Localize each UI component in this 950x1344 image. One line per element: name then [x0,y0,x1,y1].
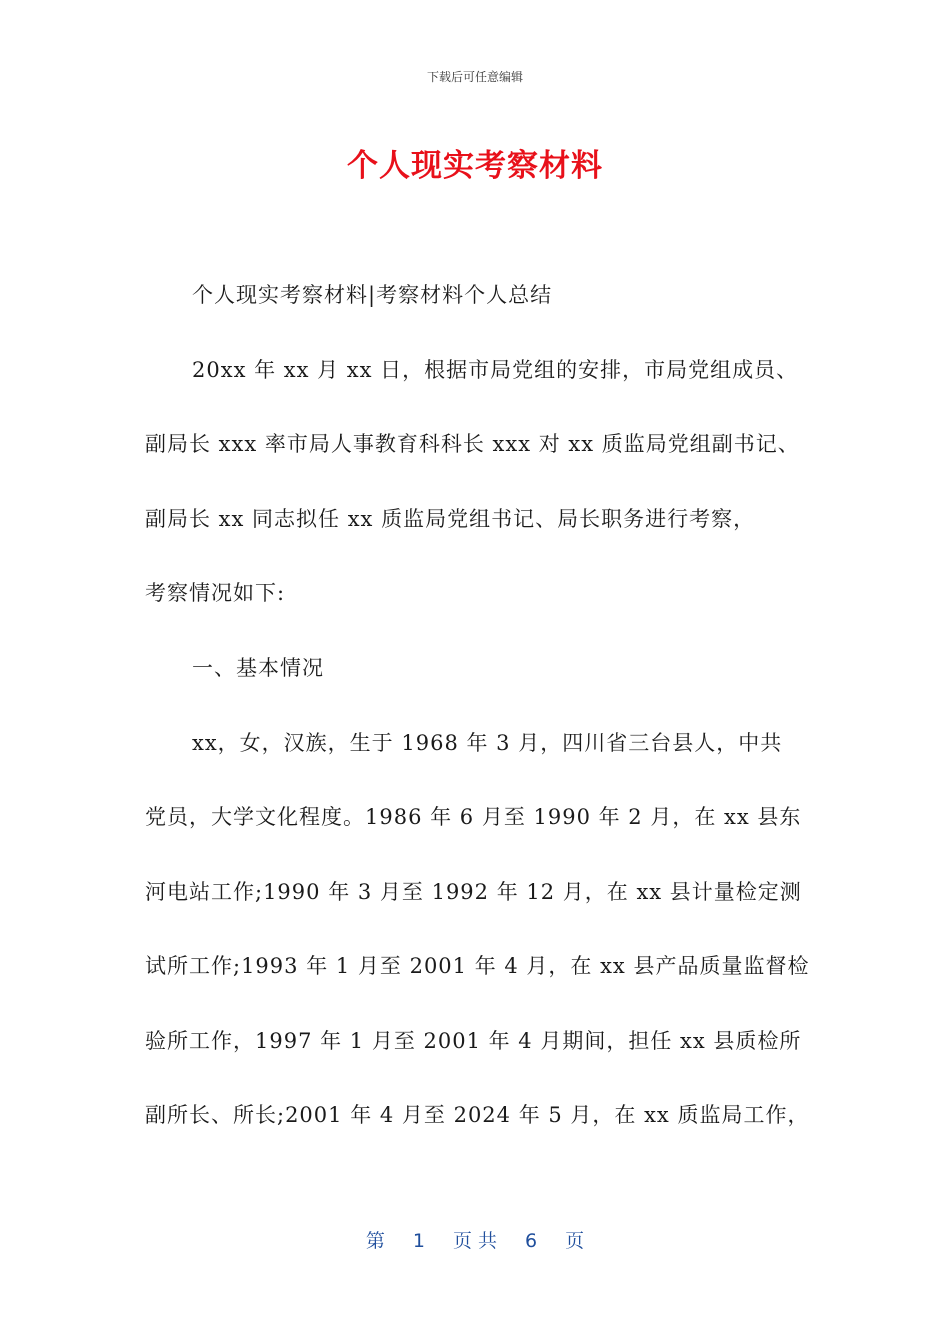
current-page-number: 1 [412,1230,425,1252]
subtitle-line: 个人现实考察材料|考察材料个人总结 [192,283,553,307]
paragraph-line: 试所工作;1993 年 1 月至 2001 年 4 月，在 xx 县产品质量监督检 [145,954,810,978]
footer-middle: 页 共 [452,1230,498,1252]
header-note: 下载后可任意编辑 [426,70,523,84]
paragraph-line: 党员，大学文化程度。1986 年 6 月至 1990 年 2 月，在 xx 县东 [145,805,802,829]
paragraph-line: 20xx 年 xx 月 xx 日，根据市局党组的安排，市局党组成员、 [192,358,799,382]
paragraph-line: 副所长、所长;2001 年 4 月至 2024 年 5 月，在 xx 质监局工作， [145,1103,810,1127]
page-footer [0,1226,950,1253]
footer-suffix: 页 [565,1230,585,1252]
paragraph-line: xx，女，汉族，生于 1968 年 3 月，四川省三台县人，中共 [192,731,783,755]
total-pages-number: 6 [525,1230,538,1252]
section-heading: 一、基本情况 [192,656,324,680]
paragraph-line: 河电站工作;1990 年 3 月至 1992 年 12 月，在 xx 县计量检定测 [145,880,802,904]
paragraph-line: 副局长 xxx 率市局人事教育科科长 xxx 对 xx 质监局党组副书记、 [145,432,800,456]
paragraph-line: 副局长 xx 同志拟任 xx 质监局党组书记、局长职务进行考察， [145,507,756,531]
paragraph-line: 验所工作，1997 年 1 月至 2001 年 4 月期间，担任 xx 县质检所 [145,1029,802,1053]
paragraph-line: 考察情况如下: [145,581,286,605]
footer-prefix: 第 [365,1230,385,1252]
document-title: 个人现实考察材料 [347,148,603,184]
